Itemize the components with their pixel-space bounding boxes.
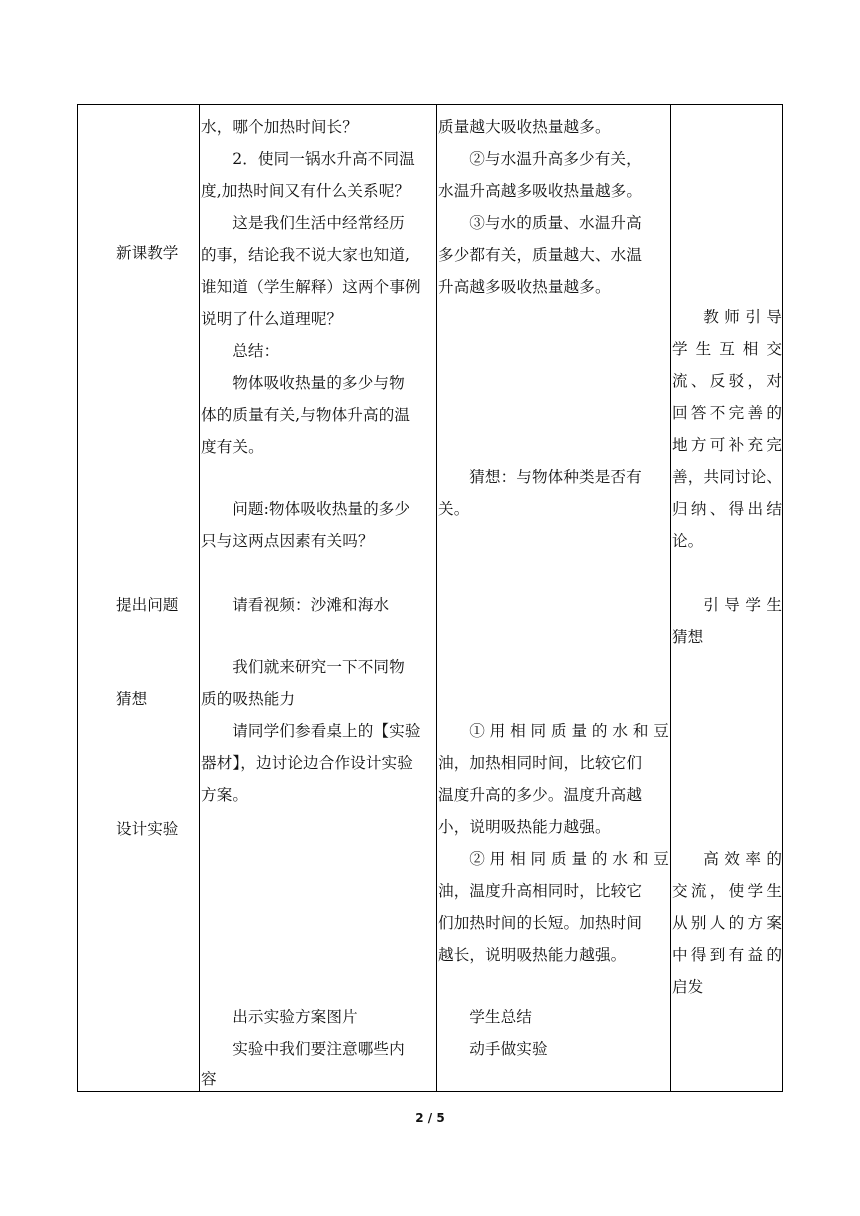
text-line: 中得到有益的: [672, 946, 782, 964]
text-line: ③与水的质量、水温升高: [469, 214, 642, 232]
label-guess: 猜想: [116, 690, 148, 708]
label-design-experiment: 设计实验: [116, 820, 179, 838]
text-line: 学生总结: [469, 1008, 532, 1026]
text-line: 引导学生: [703, 596, 782, 614]
text-line: 度有关。: [201, 438, 264, 456]
text-line: 启发: [672, 978, 704, 996]
text-line: 容: [201, 1070, 217, 1088]
text-line: 的事，结论我不说大家也知道,: [201, 246, 411, 264]
text-line: 油，温度升高相同时，比较它: [438, 882, 643, 900]
text-line: 水，哪个加热时间长？: [201, 118, 358, 136]
text-line: 出示实验方案图片: [232, 1008, 358, 1026]
page-number: 2 / 5: [415, 1111, 445, 1125]
text-line: 器材】，边讨论边合作设计实验: [201, 754, 413, 772]
text-line: 这是我们生活中经常经历: [232, 214, 405, 232]
text-line: 回答不完善的: [672, 404, 782, 422]
text-line: 动手做实验: [469, 1040, 548, 1058]
text-line: 说明了什么道理呢？: [201, 310, 343, 328]
text-line: 善，共同讨论、: [672, 468, 782, 486]
label-new-lesson: 新课教学: [116, 244, 179, 262]
text-line: 归纳、得出结: [672, 500, 782, 518]
text-line: 从别人的方案: [672, 914, 782, 932]
text-line: 实验中我们要注意哪些内: [232, 1040, 405, 1058]
text-line: 温度升高的多少。温度升高越: [438, 786, 643, 804]
text-line: 2．使同一锅水升高不同温: [232, 150, 415, 168]
text-line: 猜想: [672, 628, 704, 646]
text-line: ①用相同质量的水和豆: [469, 722, 669, 740]
text-line: 关。: [438, 500, 470, 518]
text-line: 水温升高越多吸收热量越多。: [438, 182, 643, 200]
text-line: 论。: [672, 532, 704, 550]
text-line: 学生互相交: [672, 340, 782, 358]
text-line: 物体吸收热量的多少与物: [232, 374, 405, 392]
text-line: 只与这两点因素有关吗？: [201, 532, 374, 550]
teacher-activity-column: [199, 105, 436, 1091]
text-line: 多少都有关，质量越大、水温: [438, 246, 643, 264]
text-line: 问题:物体吸收热量的多少: [232, 500, 411, 518]
text-line: 我们就来研究一下不同物: [232, 658, 405, 676]
text-line: 质量越大吸收热量越多。: [438, 118, 611, 136]
text-line: 升高越多吸收热量越多。: [438, 278, 611, 296]
lesson-table: [77, 104, 783, 1092]
text-line: 请同学们参看桌上的【实验: [232, 722, 421, 740]
text-line: 油，加热相同时间，比较它们: [438, 754, 643, 772]
text-line: 方案。: [201, 786, 249, 804]
text-line: 流、反驳，对: [672, 372, 782, 390]
text-line: 地方可补充完: [672, 436, 782, 454]
text-line: 教师引导: [703, 308, 782, 326]
design-intent-column: [670, 105, 783, 1091]
text-line: 们加热时间的长短。加热时间: [438, 914, 643, 932]
text-line: ②用相同质量的水和豆: [469, 850, 669, 868]
text-line: ②与水温升高多少有关，: [469, 150, 642, 168]
text-line: 度,加热时间又有什么关系呢？: [201, 182, 411, 200]
text-line: 越长，说明吸热能力越强。: [438, 946, 627, 964]
text-line: 谁知道（学生解释）这两个事例: [201, 278, 421, 296]
text-line: 总结：: [232, 342, 280, 360]
label-propose-question: 提出问题: [116, 596, 179, 614]
text-line: 猜想：与物体种类是否有: [469, 468, 642, 486]
text-line: 请看视频：沙滩和海水: [232, 596, 390, 614]
text-line: 高效率的: [703, 850, 782, 868]
section-column: [78, 105, 199, 1091]
text-line: 质的吸热能力: [201, 690, 296, 708]
text-line: 体的质量有关,与物体升高的温: [201, 406, 411, 424]
text-line: 小，说明吸热能力越强。: [438, 818, 611, 836]
text-line: 交流，使学生: [672, 882, 782, 900]
student-activity-column: [436, 105, 670, 1091]
